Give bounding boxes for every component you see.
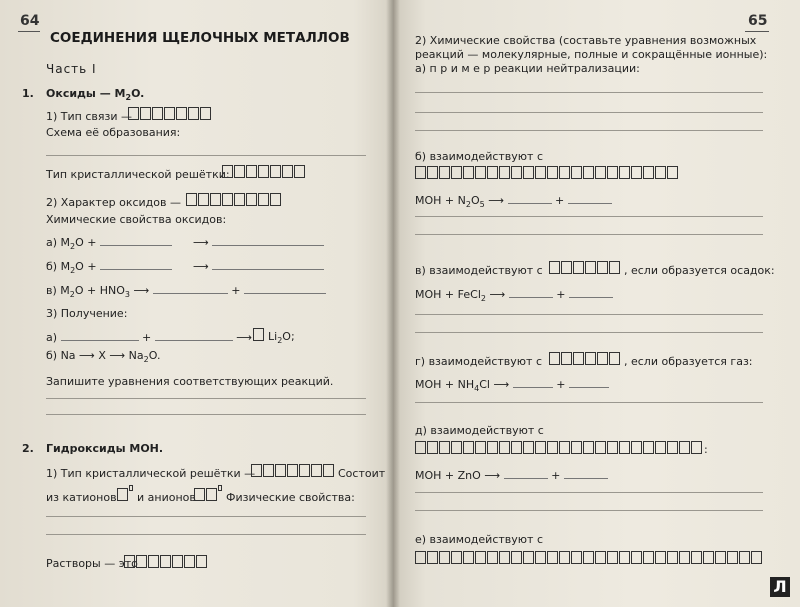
answer-boxes-lattice[interactable] <box>222 165 305 178</box>
answer-box-cation-charge[interactable] <box>129 485 133 491</box>
consists-label: Состоит <box>338 467 386 480</box>
character-label: 2) Характер оксидов — <box>46 196 181 209</box>
interact-e-label: е) взаимодействуют с <box>415 533 543 546</box>
scheme-label: Схема её образования: <box>46 126 181 139</box>
write-line[interactable] <box>46 414 366 415</box>
section-1-title: Оксиды — $M_2O$. <box>46 87 145 102</box>
answer-boxes-character[interactable] <box>186 193 281 206</box>
write-line[interactable] <box>415 332 763 333</box>
write-line[interactable] <box>46 398 366 399</box>
reaction-zno: MOH + ZnO ⟶ + <box>415 468 608 482</box>
write-line[interactable] <box>415 216 763 217</box>
answer-box-cation[interactable] <box>117 488 128 501</box>
page-number-right: 65 <box>748 13 768 29</box>
book-spine-shadow <box>386 0 400 607</box>
interact-v-tail: , если образуется осадок: <box>624 264 775 277</box>
obtain-b: б) Na ⟶ X ⟶ $Na_2O$. <box>46 349 161 364</box>
reaction-b: б) $M_2O$ + ⟶ <box>46 259 324 277</box>
section-1-number: 1. <box>22 87 34 100</box>
answer-box-anion-charge[interactable] <box>218 485 222 491</box>
answer-box-coef[interactable] <box>253 328 264 341</box>
chem-props-subtitle: реакций — молекулярные, полные и сокращённые ионные): <box>415 48 768 61</box>
answer-boxes-v[interactable] <box>549 261 620 274</box>
write-line[interactable] <box>415 492 763 493</box>
publisher-logo: Л <box>770 577 790 597</box>
write-equations: Запишите уравнения соответствующих реакций. <box>46 375 334 388</box>
answer-box-anion[interactable] <box>194 488 205 501</box>
lattice-label: Тип кристаллической решётки: <box>46 168 230 181</box>
write-line[interactable] <box>415 92 763 93</box>
interact-b-label: б) взаимодействуют с <box>415 150 544 163</box>
interact-g-label: г) взаимодействуют с <box>415 355 542 368</box>
obtain-a: а) + ⟶ <box>46 331 253 344</box>
answer-boxes-d[interactable] <box>415 441 702 454</box>
section-2-title: Гидроксиды MOH. <box>46 442 164 455</box>
page-number-rule <box>745 31 769 32</box>
write-line[interactable] <box>415 510 763 511</box>
answer-boxes-bond[interactable] <box>128 107 211 120</box>
obtain-label: 3) Получение: <box>46 307 128 320</box>
section-2-number: 2. <box>22 442 34 455</box>
lattice-label-2: 1) Тип кристаллической решётки — <box>46 467 256 480</box>
right-page <box>393 0 800 607</box>
answer-boxes-g[interactable] <box>549 352 620 365</box>
solutions-label: Растворы — это <box>46 557 138 570</box>
chem-props-title: 2) Химические свойства (составьте уравнения возможных <box>415 34 757 47</box>
reaction-n2o5: MOH + $N_2O_5$ ⟶ + <box>415 193 612 211</box>
left-page <box>0 0 393 607</box>
anions-label: и анионов <box>137 491 196 504</box>
interact-d-colon: : <box>704 443 708 456</box>
reaction-v: в) $M_2O + HNO_3$ ⟶ + <box>46 283 326 301</box>
page-number-left: 64 <box>20 13 40 29</box>
cations-label: из катионов <box>46 491 117 504</box>
example-label: а) п р и м е р реакции нейтрализации: <box>415 62 640 75</box>
answer-boxes-e[interactable] <box>415 551 762 564</box>
answer-boxes-b[interactable] <box>415 166 678 179</box>
properties-label: Химические свойства оксидов: <box>46 213 227 226</box>
write-line[interactable] <box>415 234 763 235</box>
reaction-nh4cl: MOH + $NH_4Cl$ ⟶ + <box>415 377 609 395</box>
write-line[interactable] <box>415 112 763 113</box>
li2o-formula: $Li_2O$; <box>268 330 295 345</box>
part-label: Часть I <box>46 62 97 76</box>
page-title: СОЕДИНЕНИЯ ЩЕЛОЧНЫХ МЕТАЛЛОВ <box>50 30 350 46</box>
write-line[interactable] <box>415 130 763 131</box>
interact-v-label: в) взаимодействуют с <box>415 264 543 277</box>
reaction-a: а) $M_2O$ + ⟶ <box>46 235 324 253</box>
interact-d-label: д) взаимодействуют с <box>415 424 544 437</box>
reaction-fecl2: MOH + FeCl$_2$ ⟶ + <box>415 287 613 305</box>
write-line[interactable] <box>415 314 763 315</box>
page-number-rule <box>18 31 40 32</box>
write-line[interactable] <box>46 516 366 517</box>
physical-props-label: Физические свойства: <box>226 491 355 504</box>
answer-boxes-lattice-2[interactable] <box>251 464 334 477</box>
answer-box-anion[interactable] <box>206 488 217 501</box>
write-line[interactable] <box>46 155 366 156</box>
write-line[interactable] <box>46 534 366 535</box>
answer-boxes-solutions[interactable] <box>124 555 207 568</box>
bond-type-label: 1) Тип связи — <box>46 110 132 123</box>
interact-g-tail: , если образуется газ: <box>624 355 753 368</box>
write-line[interactable] <box>415 402 763 403</box>
